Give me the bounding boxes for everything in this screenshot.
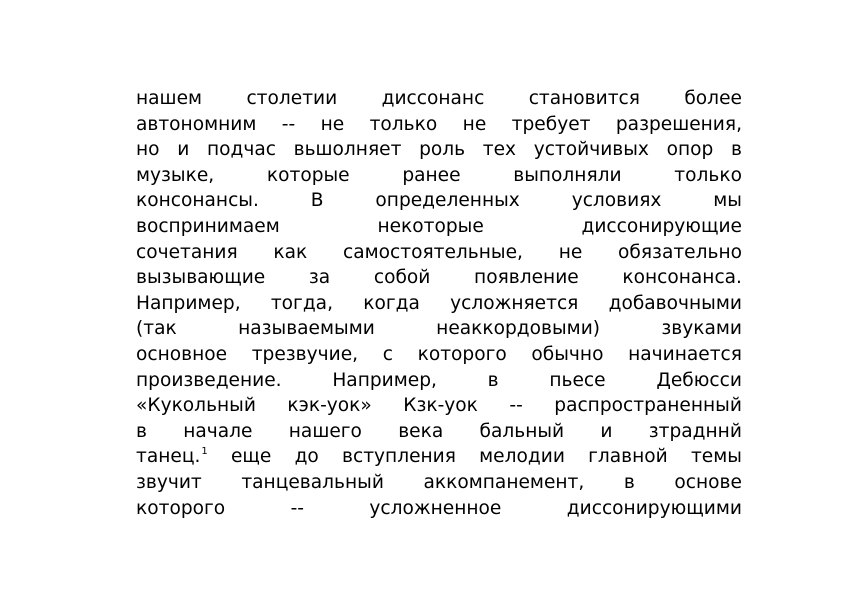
text-line [136,419,742,445]
word: вьшолняет [293,139,402,161]
word: вступления [342,446,456,468]
text-line [136,291,742,317]
word: консонансы. [136,190,259,212]
word: -- [509,395,523,417]
word: тех [482,139,517,161]
word: самостоятельные, [343,241,523,263]
word: мы [713,190,742,212]
word: автономним [136,113,257,135]
word: В [310,190,324,212]
word: Например, [332,369,437,391]
word: Например, [136,292,241,314]
word: появление [474,267,579,289]
word: обязательно [618,241,742,263]
word: собой [373,267,431,289]
word: трезвучие, [251,343,359,365]
word: начинается [628,343,742,365]
word: как [273,241,308,263]
text-line [136,188,742,214]
word: которые [266,164,350,186]
word: Кзк-уок [403,395,478,417]
word: звучит [136,471,202,493]
word: добавочными [608,292,742,314]
word: тогда, [270,292,333,314]
word: нашего [288,420,362,442]
text-line [136,316,742,342]
word: которого [136,497,226,519]
word: Дебюсси [656,369,742,391]
word: в [136,420,147,442]
word: когда [363,292,420,314]
word: аккомпанемент, [423,471,585,493]
word: не [558,241,583,263]
word: ранее [402,164,461,186]
word: и [177,139,190,161]
word: до [294,446,319,468]
word: не [320,113,345,135]
word: бальный [479,420,565,442]
word: диссонирующими [566,497,742,519]
text-line [136,444,742,470]
word: усложненное [369,497,502,519]
text-line [136,163,742,189]
word: неаккордовыми) [436,318,601,340]
word: основное [136,343,228,365]
word: -- [290,497,304,519]
text-line [136,137,742,163]
word: в [487,369,499,391]
word: зтрадннй [648,420,742,442]
word: только [674,164,742,186]
word: только [369,113,438,135]
text-line [136,112,742,138]
text-line [136,368,742,394]
word: танцевальный [241,471,384,493]
footnote-reference[interactable]: 1 [201,446,208,458]
text-fragment: танец. [136,446,201,468]
word: и [600,420,613,442]
word: которого [417,343,507,365]
word: произведение. [136,369,282,391]
word: некоторые [377,215,484,237]
word: звуками [661,318,742,340]
word: в [623,471,635,493]
word: музыке, [136,164,215,186]
word: опор [666,139,714,161]
word: подчас [206,139,276,161]
word: нашем [136,88,203,109]
text-line [136,393,742,419]
word: века [398,420,444,442]
word: кэк-уок» [287,395,372,417]
word: мелодии [479,446,565,468]
word: консонанса. [622,267,742,289]
word: за [308,267,331,289]
word: пьесе [549,369,606,391]
word: роль [419,139,466,161]
word: устойчивых [533,139,649,161]
word: (так [136,318,177,340]
word: начале [183,420,253,442]
text-line [136,342,742,368]
word: диссонанс [381,88,485,109]
word: вызывающие [136,267,266,289]
word: основе [674,471,742,493]
word: еще [230,446,272,468]
text-line [136,265,742,291]
text-line [136,86,742,112]
word: разрешения, [615,113,742,135]
word: с [382,343,393,365]
word: распространенный [554,395,742,417]
word: условиях [571,190,662,212]
body-text [136,86,742,521]
text-line [136,470,742,496]
text-line [136,240,742,266]
text-line [136,214,742,240]
word: обычно [531,343,604,365]
word: но [136,139,160,161]
word: становится [528,88,640,109]
word: в [730,139,742,161]
text-line [136,496,742,522]
word: выполняли [513,164,622,186]
word: -- [281,113,296,135]
word: главной [588,446,668,468]
word [136,444,208,470]
word: сочетания [136,241,238,263]
word: называемыми [238,318,375,340]
word: диссонирующие [581,215,742,237]
word: более [684,88,742,109]
word: усложняется [450,292,579,314]
word: воспринимаем [136,215,280,237]
word: не [462,113,487,135]
word: «Кукольный [136,395,256,417]
word: столетии [246,88,338,109]
word: требует [511,113,591,135]
word: темы [690,446,742,468]
word: определенных [375,190,520,212]
